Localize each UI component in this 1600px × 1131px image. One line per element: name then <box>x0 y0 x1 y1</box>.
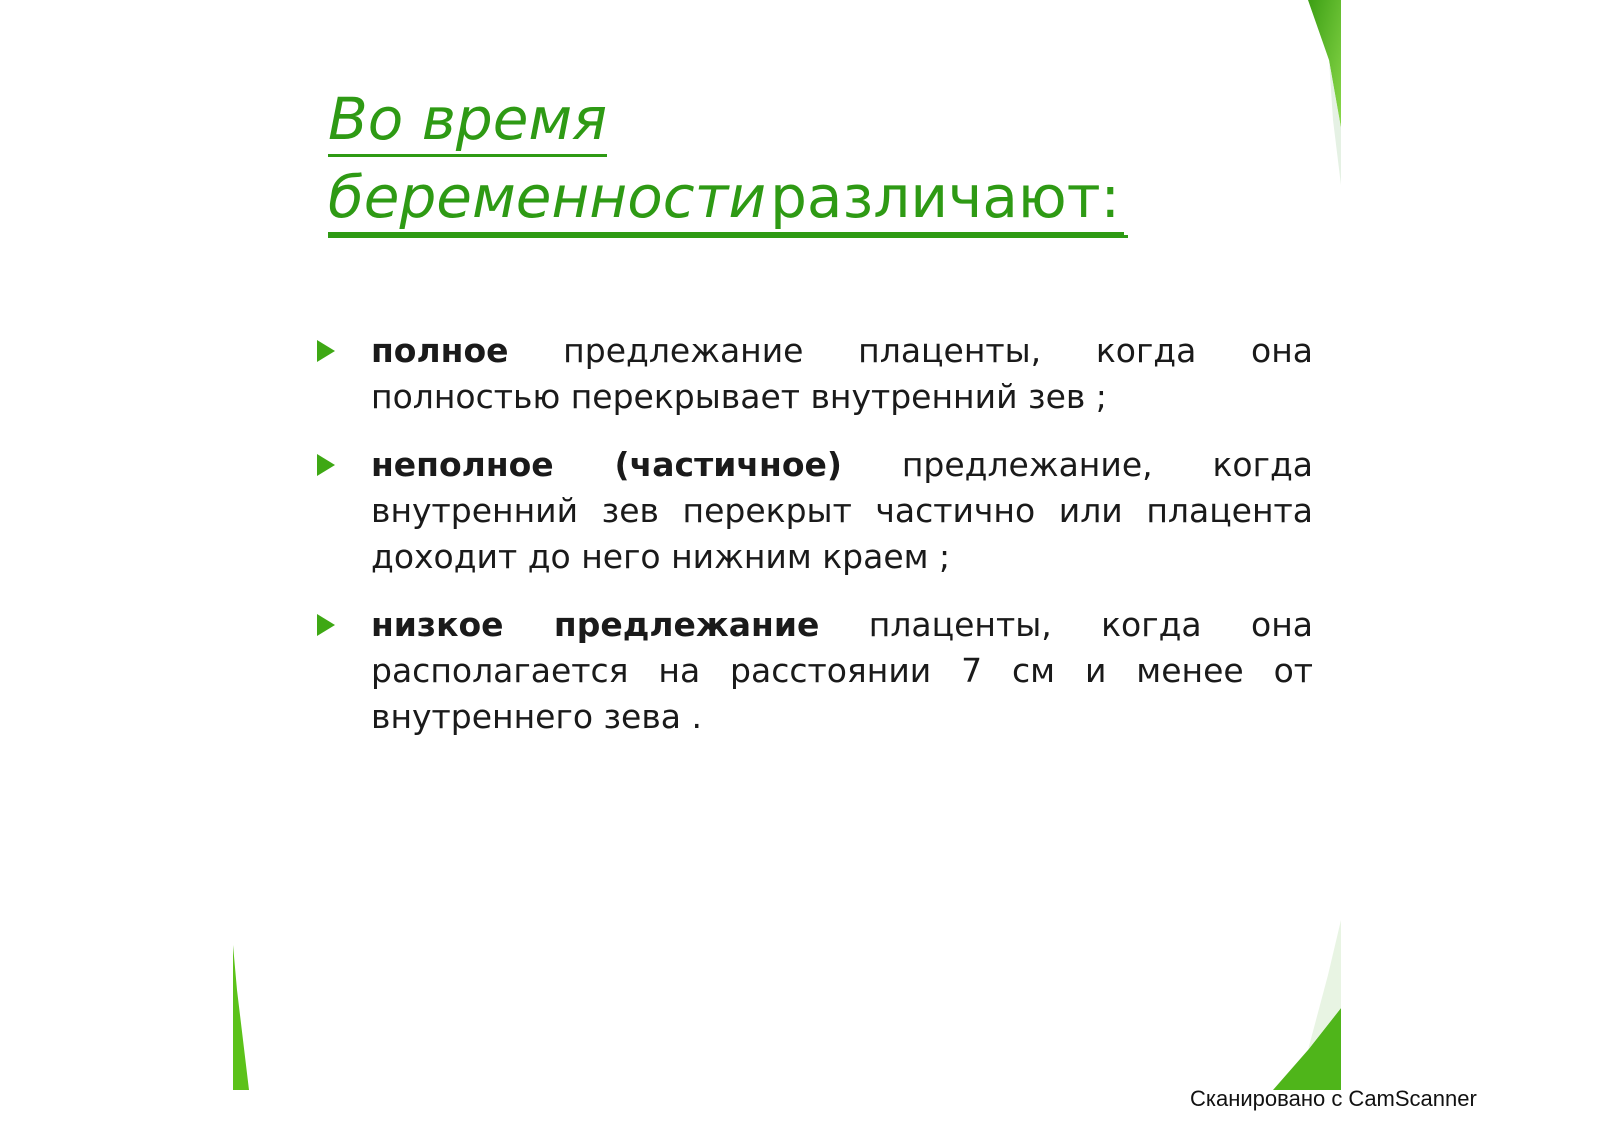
bullet-text: предлежание плаценты, когда она полностью перекрывает внутренний зев ; <box>371 331 1313 416</box>
leaf-bottom-left <box>233 945 249 1090</box>
bullet-text: плаценты, когда она располагается на расстоянии 7 см и менее от внутреннего зева . <box>371 605 1313 736</box>
bullet-list <box>313 328 1313 762</box>
bullet-item <box>313 442 1313 580</box>
bullet-bold: полное <box>371 331 509 370</box>
title-line-2-italic: беременности <box>328 162 770 235</box>
title-line-1: Во время <box>328 84 607 157</box>
bullet-bold: неполное (частичное) <box>371 445 842 484</box>
triangle-right-icon <box>317 614 335 636</box>
bullet-bold: низкое предлежание <box>371 605 820 644</box>
title-line-2-rest: различают: <box>770 162 1124 235</box>
bullet-item <box>313 328 1313 420</box>
triangle-right-icon <box>317 454 335 476</box>
bullet-text: предлежание, когда внутренний зев перекрыт частично или плацента доходит до него нижним краем ; <box>371 445 1313 576</box>
scanner-watermark: Сканировано с CamScanner <box>1190 1086 1477 1111</box>
bullet-item <box>313 602 1313 740</box>
slide <box>233 0 1371 1090</box>
triangle-right-icon <box>317 340 335 362</box>
slide-title <box>328 80 1128 238</box>
